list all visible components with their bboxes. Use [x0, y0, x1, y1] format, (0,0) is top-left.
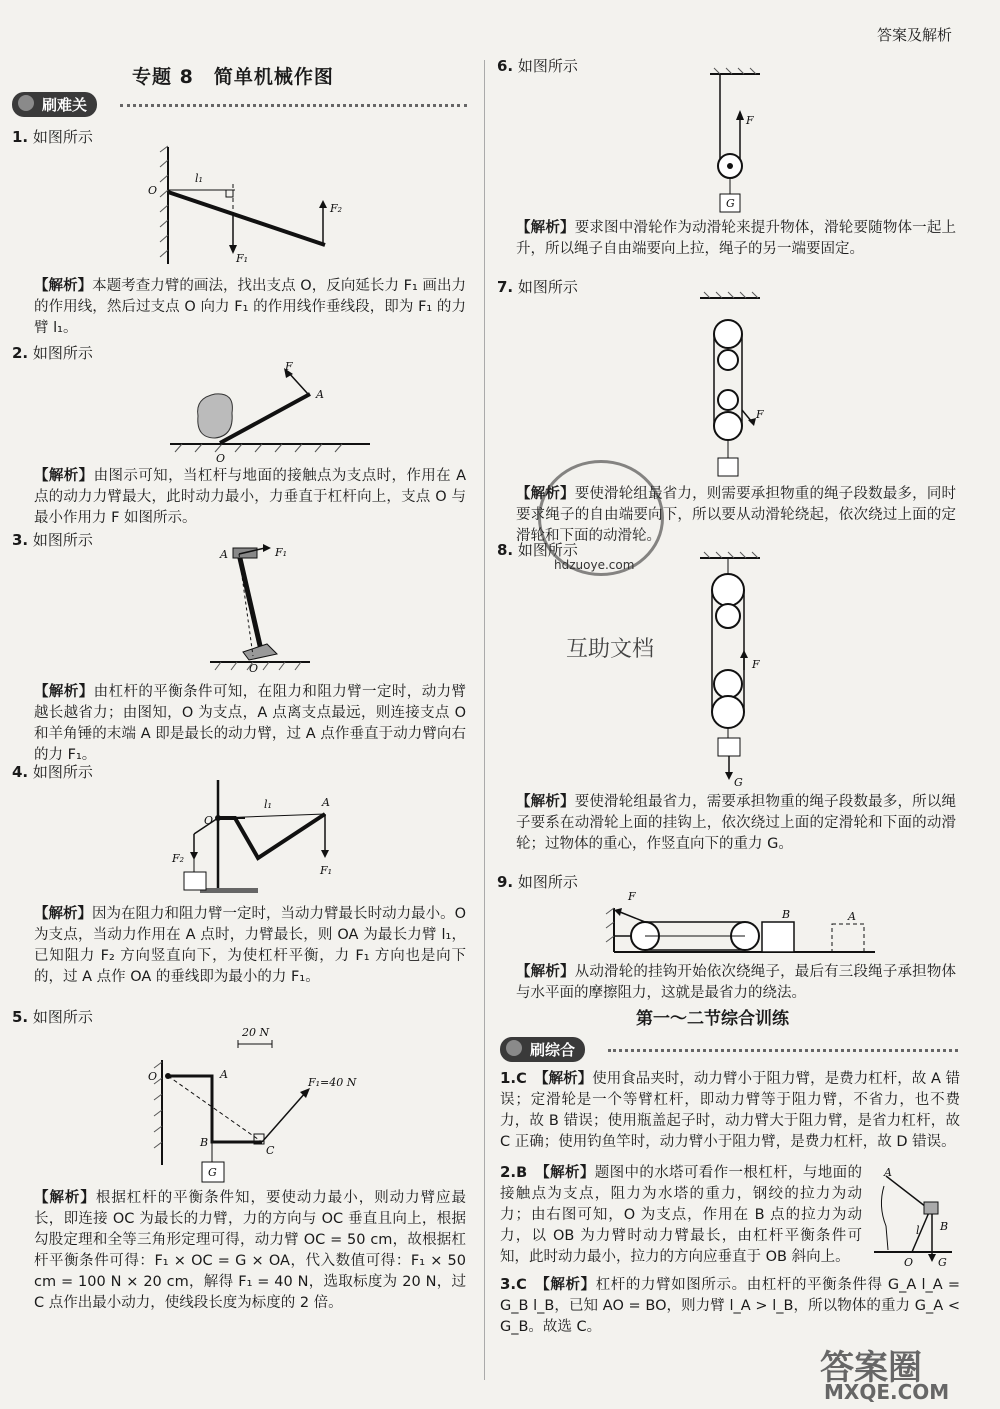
- svg-text:F: F: [285, 360, 293, 373]
- figure-3-hammer: [205, 540, 315, 672]
- analysis-7: 【解析】要使滑轮组最省力，则需要承担物重的绳子段数最多，同时要求绳子的自由端要向下，所以要从动滑轮绕起，依次绕过上面的定滑轮和下面的动滑轮。: [516, 486, 957, 544]
- svg-text:A: A: [848, 910, 856, 923]
- question-6: 6. 如图所示: [497, 57, 578, 75]
- svg-text:F₁: F₁: [320, 864, 333, 877]
- svg-text:l₁: l₁: [195, 172, 203, 185]
- svg-text:O: O: [249, 662, 259, 672]
- figure-10-water-tower: [868, 1166, 958, 1270]
- figure-4-lever: [160, 778, 350, 896]
- dotted-rule-2: [608, 1049, 958, 1052]
- question-9: 9. 如图所示: [497, 873, 578, 891]
- analysis-5: 【解析】根据杠杆的平衡条件知，要使动力最小，则动力臂应最长，即连接 OC 为最长的力臂，力的方向与 OC 垂直且向上，根据勾股定理和全等三角形定理可得，动力臂 OC = 50 cm，故根据杠杆平衡条件可得：F₁ × OC = G × OA，代入数值可得：F₁ × 50 cm = 100 N × 20 cm，解得 F₁ = 40 N，选取标度为 20 N，过 C 点作出最小动力，使线段长度为标度的 2 倍。: [34, 1190, 467, 1311]
- question-5: 5. 如图所示: [12, 1008, 93, 1026]
- question-8: 8. 如图所示: [497, 541, 578, 559]
- running-header: 答案及解析: [876, 26, 952, 44]
- watermark-label: 互助文档: [566, 637, 655, 662]
- svg-text:B: B: [200, 1136, 209, 1149]
- question-2: 2. 如图所示: [12, 344, 93, 362]
- svg-text:F₁=40 N: F₁=40 N: [308, 1076, 357, 1089]
- analysis-4: 【解析】因为在阻力和阻力臂一定时，当动力臂最长时动力最小。O 为支点，当动力作用在 A 点时，力臂最长，则 OA 为最长力臂 l₁，已知阻力 F₂ 方向竖直向下，为使杠杆平衡，力 F₁ 方向也是向下的，过 A 点作 OA 的垂线即为最小的力 F₁。: [34, 906, 466, 985]
- svg-text:G: G: [938, 1256, 947, 1269]
- svg-text:B: B: [940, 1220, 949, 1233]
- corner-watermark: 答案圈: [820, 1348, 922, 1388]
- svg-text:O: O: [216, 452, 226, 465]
- svg-text:l₁: l₁: [264, 798, 272, 811]
- analysis-6: 【解析】要求图中滑轮作为动滑轮来提升物体，滑轮要随物体一起上升，所以绳子自由端要向上拉，绳子的另一端要固定。: [516, 220, 957, 257]
- analysis-1: 【解析】本题考查力臂的画法，找出支点 O，反向延长力 F₁ 画出力的作用线，然后过支点 O 向力 F₁ 的作用线作垂线段，即为 F₁ 的力臂 l₁。: [34, 278, 466, 336]
- badge-hard: 刷难关: [12, 92, 97, 117]
- analysis-3: 【解析】由杠杆的平衡条件可知，在阻力和阻力臂一定时，动力臂越长越省力；由图知，O 为支点，A 点离支点最远，则连接支点 O 和羊角锤的末端 A 即是最长的动力臂，过 A 点作垂直于动力臂向右的力 F₁。: [34, 684, 467, 763]
- svg-text:A: A: [316, 388, 324, 401]
- figure-1-lever: [140, 142, 360, 267]
- svg-text:A: A: [220, 1068, 228, 1081]
- mc-3: 3.C 【解析】杠杆的力臂如图所示。由杠杆的平衡条件得 G_A l_A = G_B l_B，已知 AO = BO，则力臂 l_A > l_B，所以物体的重力 G_A < G_B。故选 C。: [500, 1275, 961, 1335]
- svg-text:O: O: [204, 814, 214, 827]
- corner-watermark-url: MXQE.COM: [824, 1380, 950, 1404]
- figure-7-pulley-block: [690, 290, 790, 482]
- analysis-9: 【解析】从动滑轮的挂钩开始依次绕绳子，最后有三段绳子承担物体与水平面的摩擦阻力，这就是最省力的绕法。: [516, 964, 957, 1001]
- question-4: 4. 如图所示: [12, 763, 93, 781]
- figure-5-lever: [140, 1020, 380, 1188]
- svg-text:F₂: F₂: [330, 202, 343, 215]
- figure-2-lever: [160, 358, 380, 466]
- figure-6-pulley: [690, 66, 790, 218]
- mc-2: 2.B 【解析】题图中的水塔可看作一根杠杆，与地面的接触点为支点，阻力为水塔的重力，钢绞的拉力为动力；由右图可知，O 为支点，作用在 B 点的拉力为动力，以 OB 为力臂时动力臂最长，由杠杆平衡条件可知，此时动力最小，拉力的方向应垂直于 OB 斜向上。: [500, 1163, 863, 1265]
- analysis-2: 【解析】由图示可知，当杠杆与地面的接触点为支点时，作用在 A 点的动力力臂最大，此时动力最小，力垂直于杠杆向上，支点 O 与最小作用力 F 如图所示。: [34, 468, 467, 526]
- section-title: 专题 8 简单机械作图: [132, 66, 334, 88]
- svg-text:B: B: [782, 908, 791, 921]
- svg-text:F: F: [746, 114, 754, 127]
- svg-text:G: G: [726, 197, 735, 210]
- figure-8-pulley-block: [690, 550, 790, 790]
- svg-text:C: C: [266, 1144, 275, 1157]
- question-1: 1. 如图所示: [12, 128, 93, 146]
- badge-row-2: [500, 1037, 958, 1062]
- svg-text:F: F: [628, 890, 636, 903]
- svg-text:F₁: F₁: [275, 546, 288, 559]
- svg-text:A: A: [884, 1166, 892, 1179]
- mc-1: 1.C 【解析】使用食品夹时，动力臂小于阻力臂，是费力杠杆，故 A 错误；定滑轮是一个等臂杠杆，即动力臂等于阻力臂，不省力，也不费力，故 B 错误；使用瓶盖起子时，动力臂大于阻力臂，是省力杠杆，故 C 正确；使用钓鱼竿时，动力臂小于阻力臂，是费力杠杆，故 D 错误。: [500, 1069, 961, 1150]
- svg-text:A: A: [322, 796, 330, 809]
- svg-text:l: l: [916, 1224, 920, 1237]
- svg-text:A: A: [220, 548, 228, 561]
- svg-text:F: F: [756, 408, 764, 421]
- svg-text:G: G: [734, 776, 743, 789]
- column-divider: [484, 60, 485, 1380]
- svg-text:O: O: [148, 1070, 158, 1083]
- svg-text:F: F: [752, 658, 760, 671]
- svg-text:O: O: [148, 184, 158, 197]
- badge-row: [12, 92, 467, 117]
- analysis-8: 【解析】要使滑轮组最省力，需要承担物重的绳子段数最多，所以绳子要系在动滑轮上面的挂钩上，依次绕过上面的定滑轮和下面的动滑轮；过物体的重心，作竖直向下的重力 G。: [516, 794, 957, 852]
- watermark-site: hdzuoye.com: [554, 558, 635, 572]
- question-3: 3. 如图所示: [12, 531, 93, 549]
- question-7: 7. 如图所示: [497, 278, 578, 296]
- svg-text:G: G: [208, 1166, 217, 1179]
- svg-text:F₂: F₂: [172, 852, 185, 865]
- figure-9-pulley-horizontal: [600, 884, 880, 960]
- badge-comprehensive: 刷综合: [500, 1037, 585, 1062]
- svg-text:20 N: 20 N: [242, 1026, 270, 1039]
- svg-text:F₁: F₁: [236, 252, 249, 265]
- section-title-2: 第一～二节综合训练: [636, 1009, 789, 1029]
- dotted-rule: [120, 104, 467, 107]
- svg-text:O: O: [904, 1256, 914, 1269]
